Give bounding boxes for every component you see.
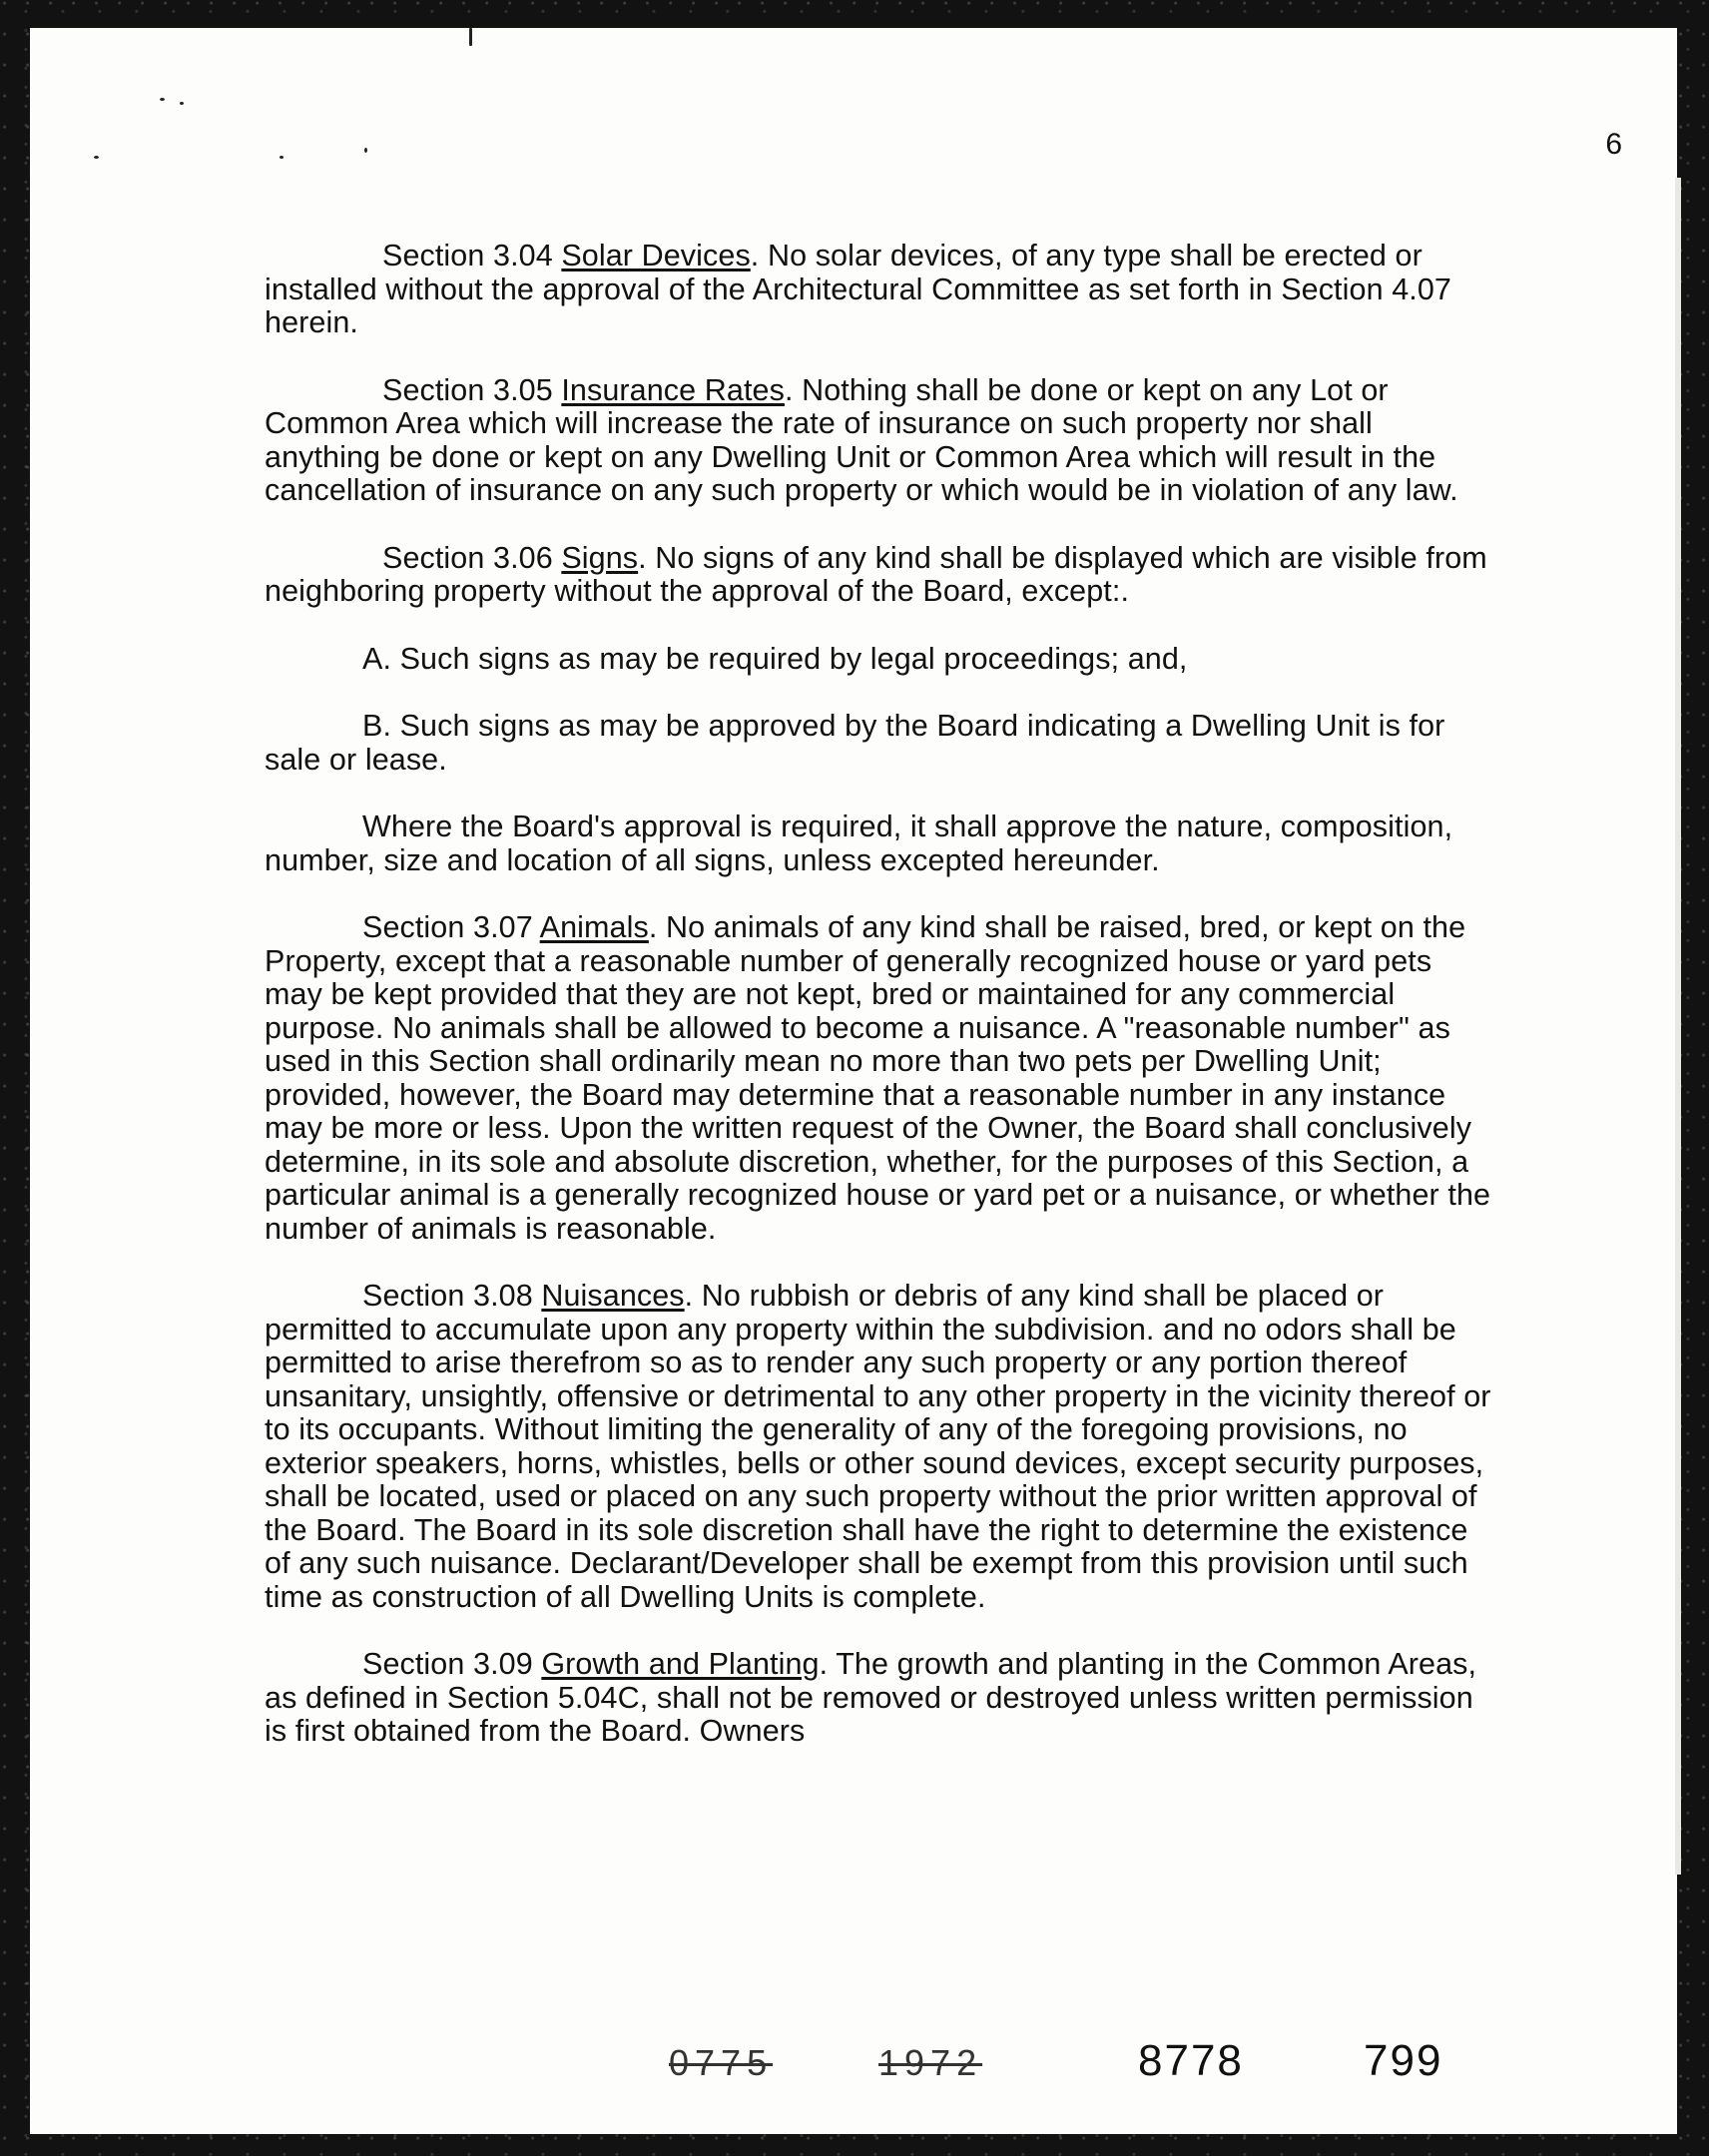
section-heading: Solar Devices bbox=[561, 239, 751, 272]
section-text: . No rubbish or debris of any kind shall be placed or permitted to accumulate upon any property within the subdivision. and no odors shall be permitted to arise therefrom so as to render any such property or any portion thereof unsanitary, unsightly, offensive or detrimental to any other property in the vicinity thereof or to its occupants. Without limiting the generality of any of the foregoing provisions, no exterior speakers, horns, whistles, bells or other sound devices, except security purposes, shall be located, used or placed on any such property without the prior written approval of the Board. The Board in its sole discretion shall have the right to determine the existence of any such nuisance. Declarant/Developer shall be exempt from this provision until such time as construction of all Dwelling Units is complete. bbox=[265, 1279, 1491, 1614]
section-number: Section 3.09 bbox=[362, 1647, 542, 1681]
recording-stamp bbox=[669, 2036, 1487, 2106]
list-item-b bbox=[265, 710, 1492, 777]
section-3-09 bbox=[265, 1648, 1492, 1749]
document-page bbox=[30, 28, 1677, 2134]
page-edge bbox=[1675, 178, 1681, 1875]
paragraph-text: Where the Board's approval is required, it shall approve the nature, composition, number, size and location of all signs, unless excepted hereunder. bbox=[265, 809, 1453, 877]
section-heading: Signs bbox=[561, 540, 639, 575]
list-marker: B. bbox=[362, 709, 400, 743]
list-item-a bbox=[265, 643, 1492, 677]
section-number: Section 3.04 bbox=[382, 239, 562, 272]
scan-speck bbox=[160, 98, 165, 101]
section-text: . The growth and planting in the Common Areas, as defined in Section 5.04C, shall not be removed or destroyed unless written permission is first obtained from the Board. Owners bbox=[265, 1647, 1477, 1748]
scan-speck bbox=[280, 156, 284, 159]
list-text: Such signs as may be required by legal proceedings; and, bbox=[399, 641, 1188, 676]
section-heading: Insurance Rates bbox=[561, 372, 785, 407]
section-heading: Growth and Planting bbox=[541, 1647, 820, 1681]
section-3-06 bbox=[265, 542, 1492, 609]
page-number: 6 bbox=[1605, 128, 1622, 161]
section-heading: Nuisances bbox=[541, 1279, 685, 1313]
section-text: . Nothing shall be done or kept on any Lot or Common Area which will increase the rate of insurance on such property nor shall anything be done or kept on any Dwelling Unit or Common Area which will result in the cancellation of insurance on any such property or which would be in violation of any law. bbox=[265, 372, 1458, 507]
section-3-07 bbox=[265, 911, 1492, 1246]
scan-speck bbox=[94, 156, 99, 159]
section-number: Section 3.08 bbox=[362, 1279, 542, 1313]
scan-speck bbox=[180, 102, 184, 105]
section-3-04 bbox=[265, 240, 1492, 340]
list-marker: A. bbox=[362, 641, 400, 676]
section-number: Section 3.07 bbox=[362, 910, 540, 944]
struck-number: 0775 bbox=[669, 2042, 774, 2083]
section-number: Section 3.05 bbox=[382, 372, 562, 407]
scan-speck bbox=[364, 148, 367, 153]
section-text: . No animals of any kind shall be raised, bred, or kept on the Property, except that a reasonable number of generally recognized house or yard pets may be kept provided that they are not kept, bred or maintained for any commercial purpose. No animals shall be allowed to become a nuisance. A "reasonable number" as used in this Section shall ordinarily mean no more than two pets per Dwelling Unit; provided, however, the Board may determine that a reasonable number in any instance may be more or less. Upon the written request of the Owner, the Board shall conclusively determine, in its sole and absolute discretion, whether, for the purposes of this Section, a particular animal is a generally recognized house or yard pet or a nuisance, or whether the number of animals is reasonable. bbox=[265, 910, 1491, 1246]
struck-number: 1972 bbox=[878, 2042, 983, 2083]
document-number: 8778 bbox=[1138, 2036, 1244, 2085]
section-3-05 bbox=[265, 374, 1492, 508]
section-text: . No solar devices, of any type shall be erected or installed without the approval of the Architectural Committee as set forth in Section 4.07 herein. bbox=[265, 239, 1451, 339]
list-text: Such signs as may be approved by the Board indicating a Dwelling Unit is for sale or lease. bbox=[265, 709, 1445, 777]
document-body bbox=[265, 240, 1492, 1783]
section-3-08 bbox=[265, 1280, 1492, 1614]
signs-approval-paragraph bbox=[265, 810, 1492, 877]
page-reference: 799 bbox=[1364, 2036, 1443, 2085]
section-text: . No signs of any kind shall be displayed which are visible from neighboring property without the approval of the Board, except:. bbox=[265, 540, 1487, 608]
scan-speck bbox=[469, 28, 472, 46]
section-number: Section 3.06 bbox=[382, 540, 562, 575]
section-heading: Animals bbox=[539, 910, 649, 944]
